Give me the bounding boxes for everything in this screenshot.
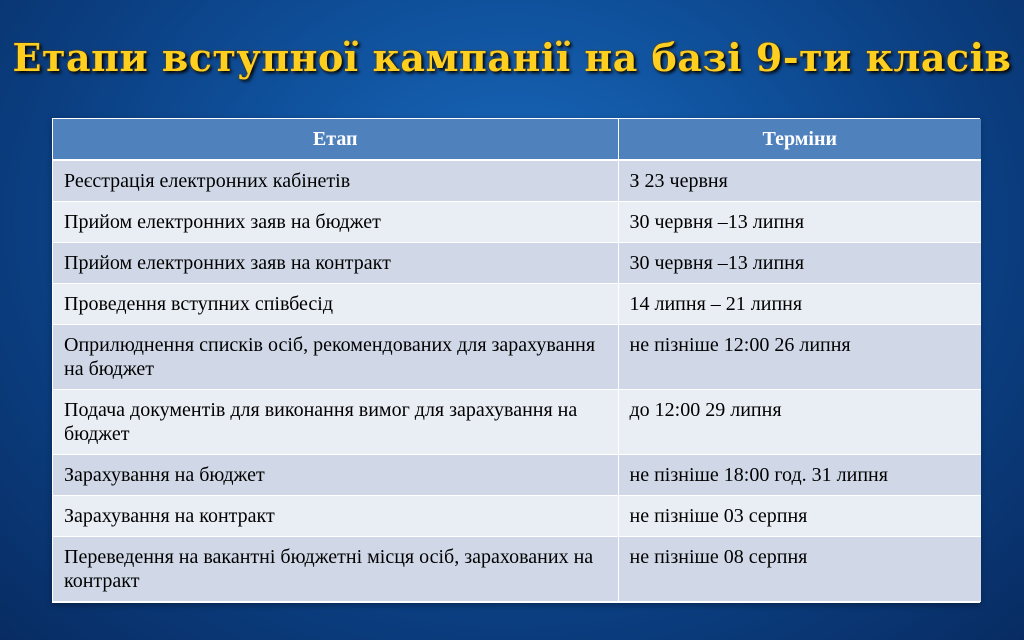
table-row — [53, 455, 981, 496]
dates-cell: не пізніше 18:00 год. 31 липня — [618, 455, 981, 496]
stage-cell: Зарахування на контракт — [53, 496, 618, 537]
stage-cell: Оприлюднення списків осіб, рекомендованих для зарахування на бюджет — [53, 325, 618, 390]
stage-cell: Проведення вступних співбесід — [53, 284, 618, 325]
table-row — [53, 325, 981, 390]
dates-cell: не пізніше 03 серпня — [618, 496, 981, 537]
stage-cell: Зарахування на бюджет — [53, 455, 618, 496]
dates-cell: не пізніше 08 серпня — [618, 537, 981, 602]
dates-cell: З 23 червня — [618, 160, 981, 202]
table-row — [53, 537, 981, 602]
dates-cell: 14 липня – 21 липня — [618, 284, 981, 325]
table-row — [53, 160, 981, 202]
dates-cell: 30 червня –13 липня — [618, 202, 981, 243]
table-row — [53, 496, 981, 537]
table-row — [53, 243, 981, 284]
column-header-dates: Терміни — [618, 119, 981, 160]
table-row — [53, 202, 981, 243]
table-row — [53, 390, 981, 455]
stage-cell: Прийом електронних заяв на бюджет — [53, 202, 618, 243]
stage-cell: Подача документів для виконання вимог для зарахування на бюджет — [53, 390, 618, 455]
column-header-stage: Етап — [53, 119, 618, 160]
slide-title: Етапи вступної кампанії на базі 9-ти класів — [12, 35, 1012, 80]
stage-cell: Переведення на вакантні бюджетні місця осіб, зарахованих на контракт — [53, 537, 618, 602]
table-header-row — [53, 119, 981, 160]
table-row — [53, 284, 981, 325]
dates-cell: не пізніше 12:00 26 липня — [618, 325, 981, 390]
dates-cell: 30 червня –13 липня — [618, 243, 981, 284]
schedule-table — [52, 118, 980, 603]
stage-cell: Реєстрація електронних кабінетів — [53, 160, 618, 202]
stage-cell: Прийом електронних заяв на контракт — [53, 243, 618, 284]
dates-cell: до 12:00 29 липня — [618, 390, 981, 455]
